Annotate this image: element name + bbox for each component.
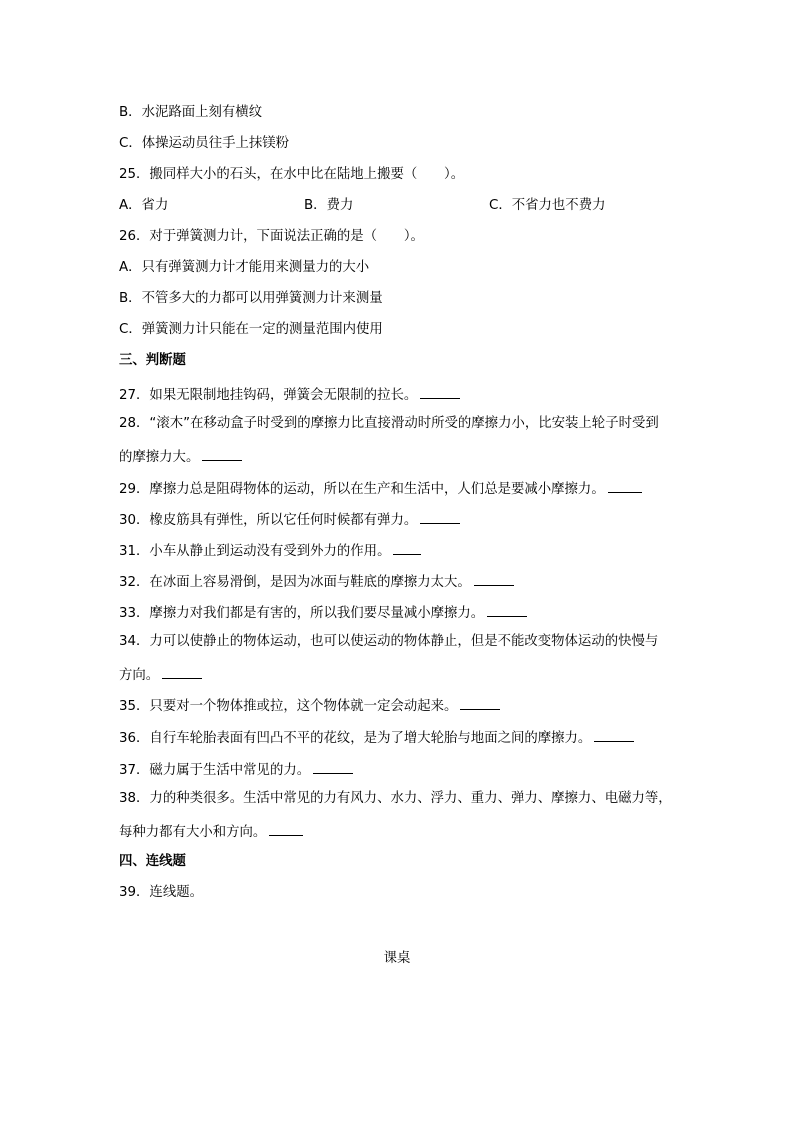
question-32 [119, 571, 514, 592]
question-25: 25．搬同样大小的石头，在水中比在陆地上搬要（ ）。 [119, 167, 465, 182]
question-28-text: 的摩擦力大。 [119, 450, 200, 465]
question-38-line-1: 38．力的种类很多。生活中常见的力有风力、水力、浮力、重力、弹力、摩擦力、电磁力等， [119, 791, 672, 806]
question-33 [119, 602, 527, 623]
question-27 [119, 384, 460, 405]
answer-blank[interactable] [162, 664, 202, 679]
q25-option-a: A．省力 [119, 198, 169, 213]
q25-option-c: C．不省力也不费力 [489, 198, 606, 213]
question-30 [119, 509, 460, 530]
question-28-line-1: 28．“滚木”在移动盒子时受到的摩擦力比直接滑动时所受的摩擦力小，比安装上轮子时受到 [119, 416, 659, 431]
option-c-prev: C．体操运动员往手上抹镁粉 [119, 136, 290, 151]
answer-blank[interactable] [460, 695, 500, 710]
answer-blank[interactable] [487, 602, 527, 617]
q25-option-b: B．费力 [304, 198, 354, 213]
question-35 [119, 695, 500, 716]
answer-blank[interactable] [608, 478, 642, 493]
answer-blank[interactable] [269, 821, 303, 836]
question-36-text: 36．自行车轮胎表面有凹凸不平的花纹，是为了增大轮胎与地面之间的摩擦力。 [119, 731, 592, 746]
question-29-text: 29．摩擦力总是阻碍物体的运动，所以在生产和生活中，人们总是要减小摩擦力。 [119, 482, 605, 497]
question-26: 26．对于弹簧测力计，下面说法正确的是（ ）。 [119, 229, 424, 244]
question-39: 39．连线题。 [119, 885, 203, 900]
question-32-text: 32．在冰面上容易滑倒，是因为冰面与鞋底的摩擦力太大。 [119, 575, 471, 590]
question-34-line-2 [119, 664, 202, 685]
q26-option-c: C．弹簧测力计只能在一定的测量范围内使用 [119, 322, 383, 337]
answer-blank[interactable] [420, 509, 460, 524]
question-29 [119, 478, 642, 499]
question-31-text: 31．小车从静止到运动没有受到外力的作用。 [119, 544, 391, 559]
question-37 [119, 759, 353, 780]
question-38-text: 每种力都有大小和方向。 [119, 825, 267, 840]
option-b-prev: B．水泥路面上刻有横纹 [119, 105, 263, 120]
q26-option-b: B．不管多大的力都可以用弹簧测力计来测量 [119, 291, 383, 306]
answer-blank[interactable] [420, 384, 460, 399]
matching-item-desk: 课桌 [383, 951, 411, 966]
question-37-text: 37．磁力属于生活中常见的力。 [119, 763, 311, 778]
question-35-text: 35．只要对一个物体推或拉，这个物体就一定会动起来。 [119, 699, 458, 714]
question-38-line-2 [119, 821, 303, 842]
answer-blank[interactable] [594, 727, 634, 742]
question-31 [119, 540, 421, 561]
q26-option-a: A．只有弹簧测力计才能用来测量力的大小 [119, 260, 370, 275]
question-27-text: 27．如果无限制地挂钩码，弹簧会无限制的拉长。 [119, 388, 418, 403]
question-34-line-1: 34．力可以使静止的物体运动，也可以使运动的物体静止，但是不能改变物体运动的快慢与 [119, 634, 659, 649]
section-4-heading: 四、连线题 [119, 854, 186, 869]
section-3-heading: 三、判断题 [119, 353, 186, 368]
answer-blank[interactable] [313, 759, 353, 774]
question-36 [119, 727, 634, 748]
question-33-text: 33．摩擦力对我们都是有害的，所以我们要尽量减小摩擦力。 [119, 606, 485, 621]
question-30-text: 30．橡皮筋具有弹性，所以它任何时候都有弹力。 [119, 513, 418, 528]
question-28-line-2 [119, 446, 242, 467]
answer-blank[interactable] [393, 540, 421, 555]
question-34-text: 方向。 [119, 668, 160, 683]
answer-blank[interactable] [474, 571, 514, 586]
answer-blank[interactable] [202, 446, 242, 461]
